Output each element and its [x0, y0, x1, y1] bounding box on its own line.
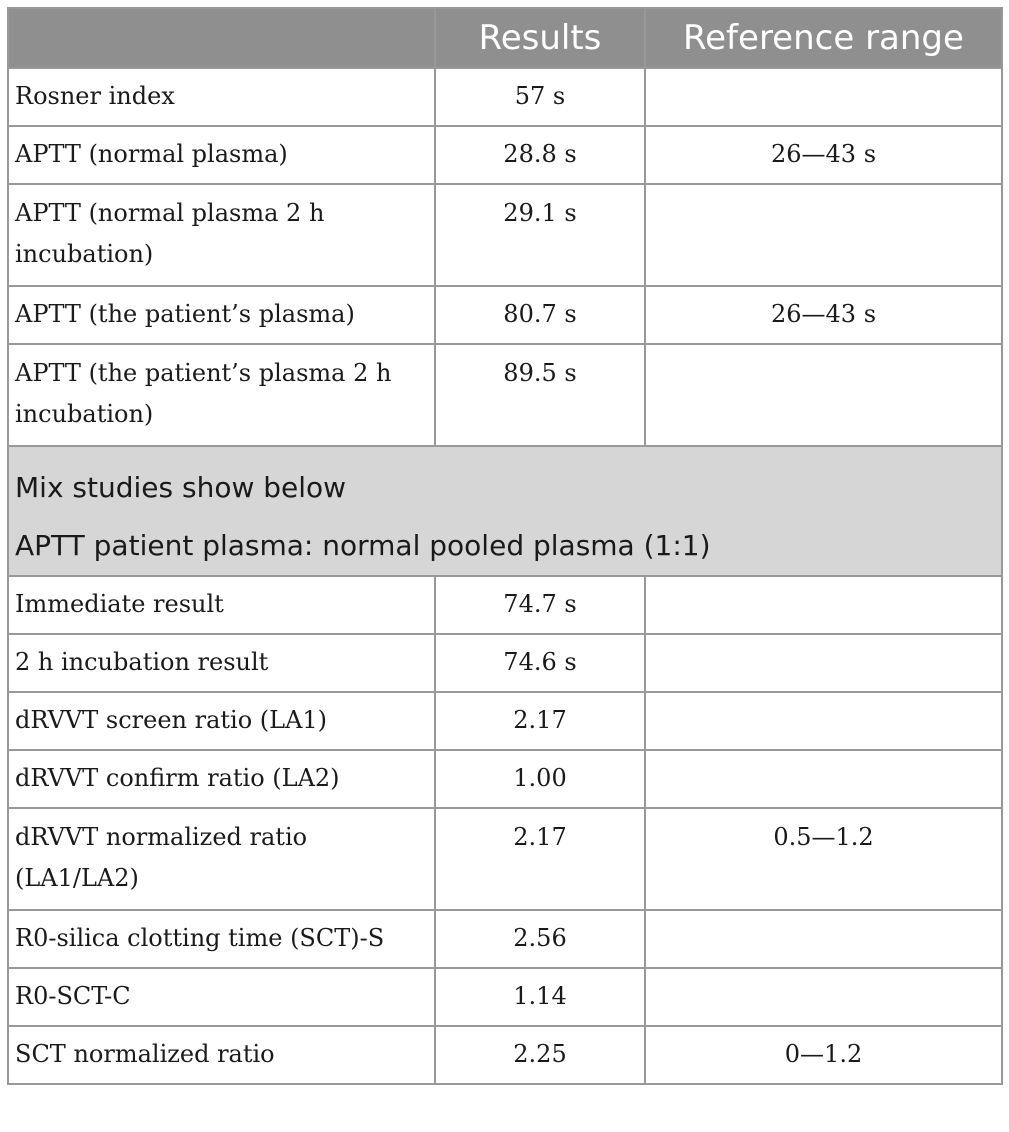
reference-range-cell: 0—1.2	[645, 1026, 1002, 1084]
test-name-cell: R0-SCT-C	[8, 968, 435, 1026]
test-name-cell: APTT (the patient’s plasma 2 h incubation)	[8, 344, 435, 446]
table-row	[8, 910, 1002, 968]
table-row	[8, 692, 1002, 750]
result-cell: 28.8 s	[435, 126, 645, 184]
table-row	[8, 1026, 1002, 1084]
reference-range-cell	[645, 692, 1002, 750]
test-name-cell: dRVVT screen ratio (LA1)	[8, 692, 435, 750]
test-name-cell: dRVVT confirm ratio (LA2)	[8, 750, 435, 808]
result-cell: 1.00	[435, 750, 645, 808]
result-cell: 2.56	[435, 910, 645, 968]
reference-range-cell	[645, 634, 1002, 692]
section-cell	[8, 446, 1002, 576]
table-row	[8, 286, 1002, 344]
test-name-cell: APTT (the patient’s plasma)	[8, 286, 435, 344]
table-row	[8, 576, 1002, 634]
result-cell: 74.6 s	[435, 634, 645, 692]
reference-range-cell: 26—43 s	[645, 126, 1002, 184]
test-name-cell: APTT (normal plasma 2 h incubation)	[8, 184, 435, 286]
result-cell: 2.25	[435, 1026, 645, 1084]
table-body-bottom	[8, 576, 1002, 1084]
section-title: Mix studies show below	[15, 471, 347, 504]
table-row	[8, 344, 1002, 446]
reference-range-cell	[645, 576, 1002, 634]
table-row	[8, 184, 1002, 286]
table-row	[8, 68, 1002, 126]
header-results: Results	[435, 8, 645, 68]
reference-range-cell	[645, 750, 1002, 808]
results-table	[7, 7, 1003, 1085]
result-cell: 2.17	[435, 692, 645, 750]
header-test	[8, 8, 435, 68]
reference-range-cell: 0.5—1.2	[645, 808, 1002, 910]
result-cell: 1.14	[435, 968, 645, 1026]
section-subtitle: APTT patient plasma: normal pooled plasma (1:1)	[15, 529, 711, 562]
table-row	[8, 968, 1002, 1026]
section-row	[8, 446, 1002, 576]
test-name-cell: Rosner index	[8, 68, 435, 126]
result-cell: 2.17	[435, 808, 645, 910]
table-row	[8, 126, 1002, 184]
test-name-cell: dRVVT normalized ratio (LA1/LA2)	[8, 808, 435, 910]
table-section	[8, 446, 1002, 576]
test-name-cell: Immediate result	[8, 576, 435, 634]
test-name-cell: 2 h incubation result	[8, 634, 435, 692]
header-row	[8, 8, 1002, 68]
test-name-cell: APTT (normal plasma)	[8, 126, 435, 184]
result-cell: 74.7 s	[435, 576, 645, 634]
result-cell: 29.1 s	[435, 184, 645, 286]
table-row	[8, 750, 1002, 808]
reference-range-cell	[645, 910, 1002, 968]
reference-range-cell	[645, 68, 1002, 126]
reference-range-cell	[645, 344, 1002, 446]
reference-range-cell	[645, 184, 1002, 286]
result-cell: 57 s	[435, 68, 645, 126]
reference-range-cell: 26—43 s	[645, 286, 1002, 344]
table-row	[8, 808, 1002, 910]
result-cell: 80.7 s	[435, 286, 645, 344]
table-row	[8, 634, 1002, 692]
reference-range-cell	[645, 968, 1002, 1026]
test-name-cell: R0-silica clotting time (SCT)-S	[8, 910, 435, 968]
header-reference-range: Reference range	[645, 8, 1002, 68]
result-cell: 89.5 s	[435, 344, 645, 446]
table-body-top	[8, 68, 1002, 446]
test-name-cell: SCT normalized ratio	[8, 1026, 435, 1084]
